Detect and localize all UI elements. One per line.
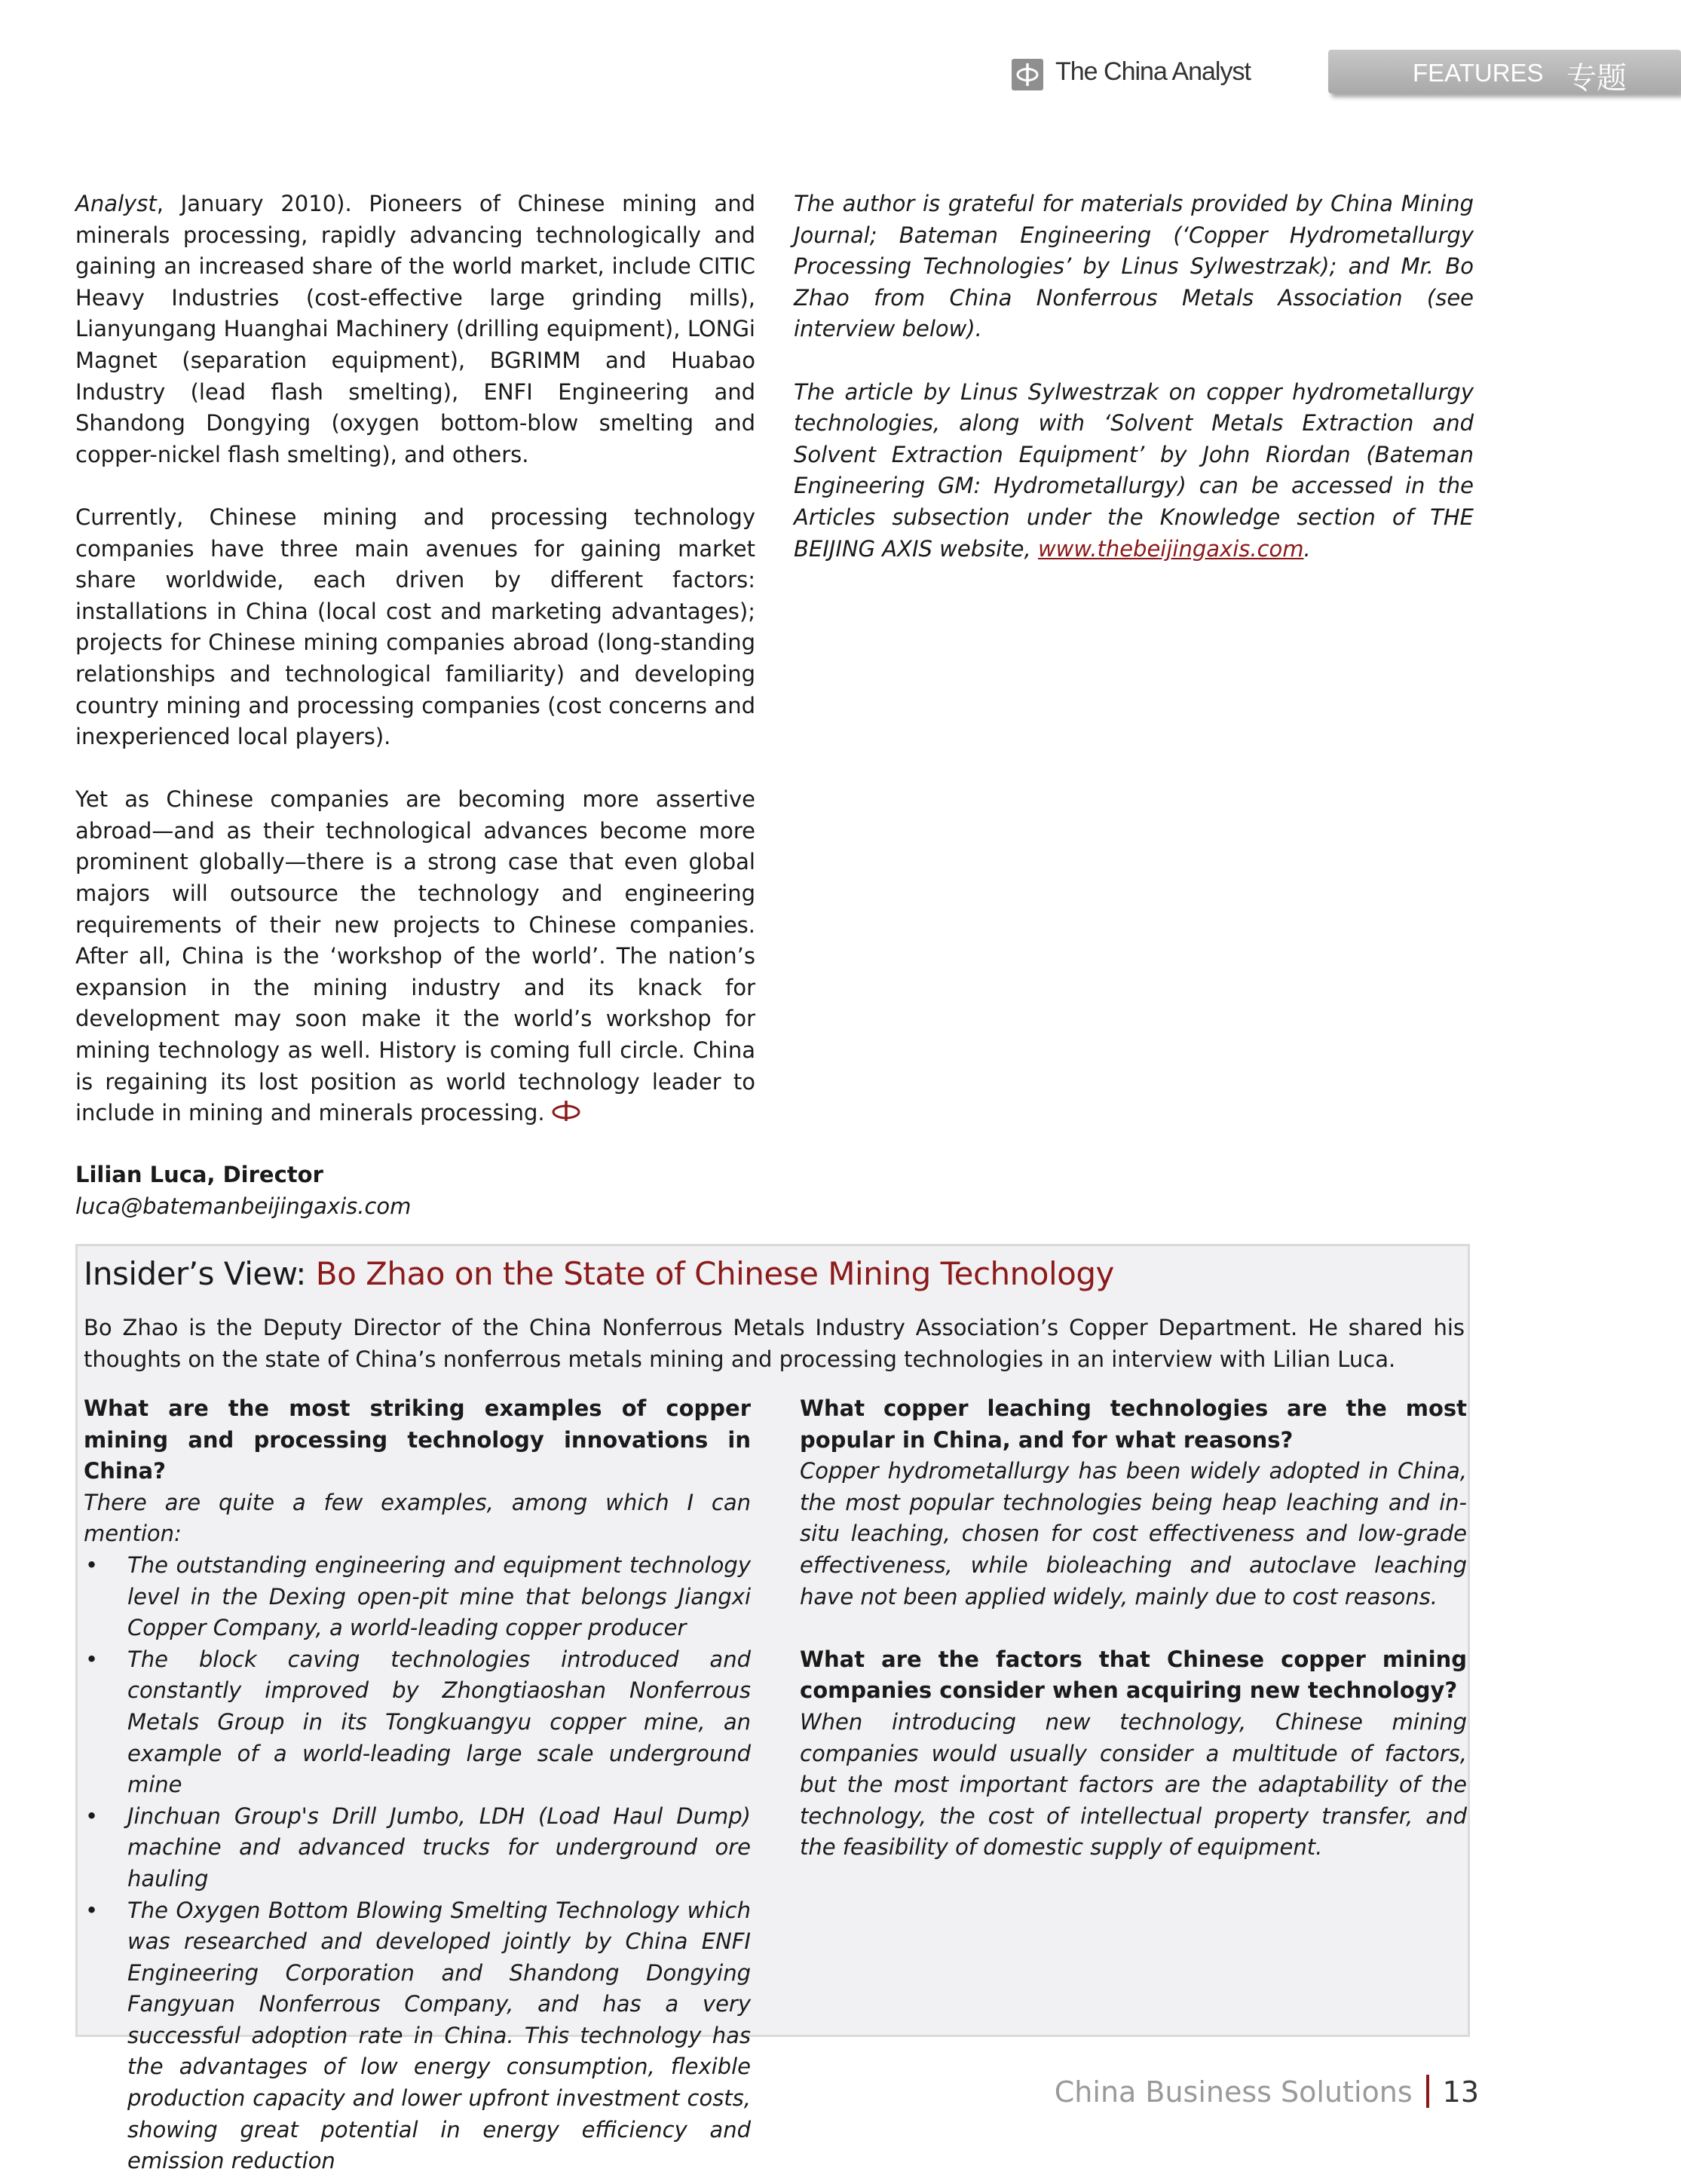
footer-divider [1426,2075,1429,2108]
section-tab [1328,50,1681,96]
interview-right-column [800,1393,1467,1864]
website-link[interactable]: www.thebeijingaxis.com [1037,535,1304,562]
list-item: • The block caving technologies introduced and constantly improved by Zhongtiaoshan Nonferrous Metals Group in its Tongkuangyu copper mine, an example of a world-leading large scale underground mine [84,1644,751,1801]
insider-label: Insider’s View: [84,1255,306,1292]
question-1: What are the most striking examples of copper mining and processing technology innovations in China? [84,1395,751,1484]
question-2: What copper leaching technologies are the most popular in China, and for what reasons? [800,1395,1467,1453]
question-3: What are the factors that Chinese copper mining companies consider when acquiring new technology? [800,1646,1467,1704]
left-paragraph-2: Currently, Chinese mining and processing technology companies have three main avenues for gaining market share worldwide, each driven by different factors: installations in China (local cost and marketing advantages); projects for Chinese mining companies abroad (long-standing relationships and technological familiarity) and developing country mining and processing companies (cost concerns and inexperienced local players). [75,504,755,750]
insider-headline: Bo Zhao on the State of Chinese Mining Technology [315,1255,1114,1292]
further-reading-text: The article by Linus Sylwestrzak on copper hydrometallurgy technologies, along with ‘Solvent Metals Extraction and Solvent Extraction Equipment’ by John Riordan (Bateman Engineering GM: Hydrometallurgy) can be accessed in the Articles subsection under the Knowledge section of THE BEIJING AXIS website, [794,378,1474,562]
author-email[interactable]: luca@batemanbeijingaxis.com [75,1193,412,1219]
page-header [831,50,1627,98]
page-footer [1055,2075,1479,2109]
journal-name: Analyst [75,191,157,216]
insider-title [84,1255,1114,1292]
interview-left-column [84,1393,751,2177]
answer-2: Copper hydrometallurgy has been widely adopted in China, the most popular technologies being heap leaching and in-situ leaching, chosen for cost effectiveness and low-grade effectiveness, while bioleaching and autoclave leaching have not been applied widely, mainly due to cost reasons. [800,1458,1467,1610]
author-name: Lilian Luca, Director [75,1162,323,1187]
left-paragraph-1 [75,188,755,470]
further-reading-end: . [1303,535,1311,562]
spacer [800,1613,1467,1644]
left-paragraph-1-text: , January 2010). Pioneers of Chinese mining and minerals processing, rapidly advancing technologically and gaining an increased share of the world market, include CITIC Heavy Industries (cost-effective large grinding mills), Lianyungang Huanghai Machinery (drilling equipment), LONGi Magnet (separation equipment), BGRIMM and Huabao Industry (lead flash smelting), ENFI Engineering and Shandong Dongying (oxygen bottom-blow smelting and copper-nickel flash smelting), and others. [75,191,755,467]
article-end-icon [550,1099,583,1131]
left-column [75,188,755,1131]
left-paragraph-3 [75,784,755,1131]
left-paragraph-3-text: Yet as Chinese companies are becoming more assertive abroad—and as their technological advances become more prominent globally—there is a strong case that even global majors will outsource the technology and engineering requirements of their new projects to Chinese companies. After all, China is the ‘workshop of the world’. The nation’s expansion in the mining industry and its knack for development may soon make it the world’s workshop for mining technology as well. History is coming full circle. China is regaining its lost position as world technology leader to include in mining and minerals processing. [75,786,755,1126]
answer-1: There are quite a few examples, among which I can mention: [84,1489,751,1547]
page-number: 13 [1442,2075,1479,2109]
publication-name: China Business Solutions [1054,2075,1413,2109]
section-tab-english: FEATURES [1413,59,1544,87]
acknowledgement: The author is grateful for materials provided by China Mining Journal; Bateman Engineering (‘Copper Hydrometallurgy Processing Technologies’ by Linus Sylwestrzak); and Mr. Bo Zhao from China Nonferrous Metals Association (see interview below). [794,191,1474,342]
author-signature [75,1159,411,1222]
section-tab-chinese: 专题 [1566,61,1627,96]
brand-name: The China Analyst [1055,57,1251,86]
list-item: • The outstanding engineering and equipment technology level in the Dexing open-pit mine that belongs Jiangxi Copper Company, a world-leading copper producer [84,1550,751,1644]
list-item: • The Oxygen Bottom Blowing Smelting Technology which was researched and developed jointly by China ENFI Engineering Corporation and Shandong Dongying Fangyuan Nonferrous Company, and has a very successful adoption rate in China. This technology has the advantages of low energy consumption, flexible production capacity and lower upfront investment costs, showing great potential in energy efficiency and emission reduction [84,1895,751,2177]
list-item: • Jinchuan Group's Drill Jumbo, LDH (Load Haul Dump) machine and advanced trucks for underground ore hauling [84,1801,751,1895]
examples-list [84,1550,751,2177]
insider-intro: Bo Zhao is the Deputy Director of the China Nonferrous Metals Industry Association’s Copper Department. He shared his thoughts on the state of China’s nonferrous metals mining and processing technologies in an interview with Lilian Luca. [84,1315,1465,1372]
right-column [794,188,1474,565]
china-analyst-logo-icon [1012,59,1043,90]
further-reading [794,377,1474,565]
answer-3: When introducing new technology, Chinese mining companies would usually consider a multitude of factors, but the most important factors are the adaptability of the technology, the cost of intellectual property transfer, and the feasibility of domestic supply of equipment. [800,1708,1467,1861]
